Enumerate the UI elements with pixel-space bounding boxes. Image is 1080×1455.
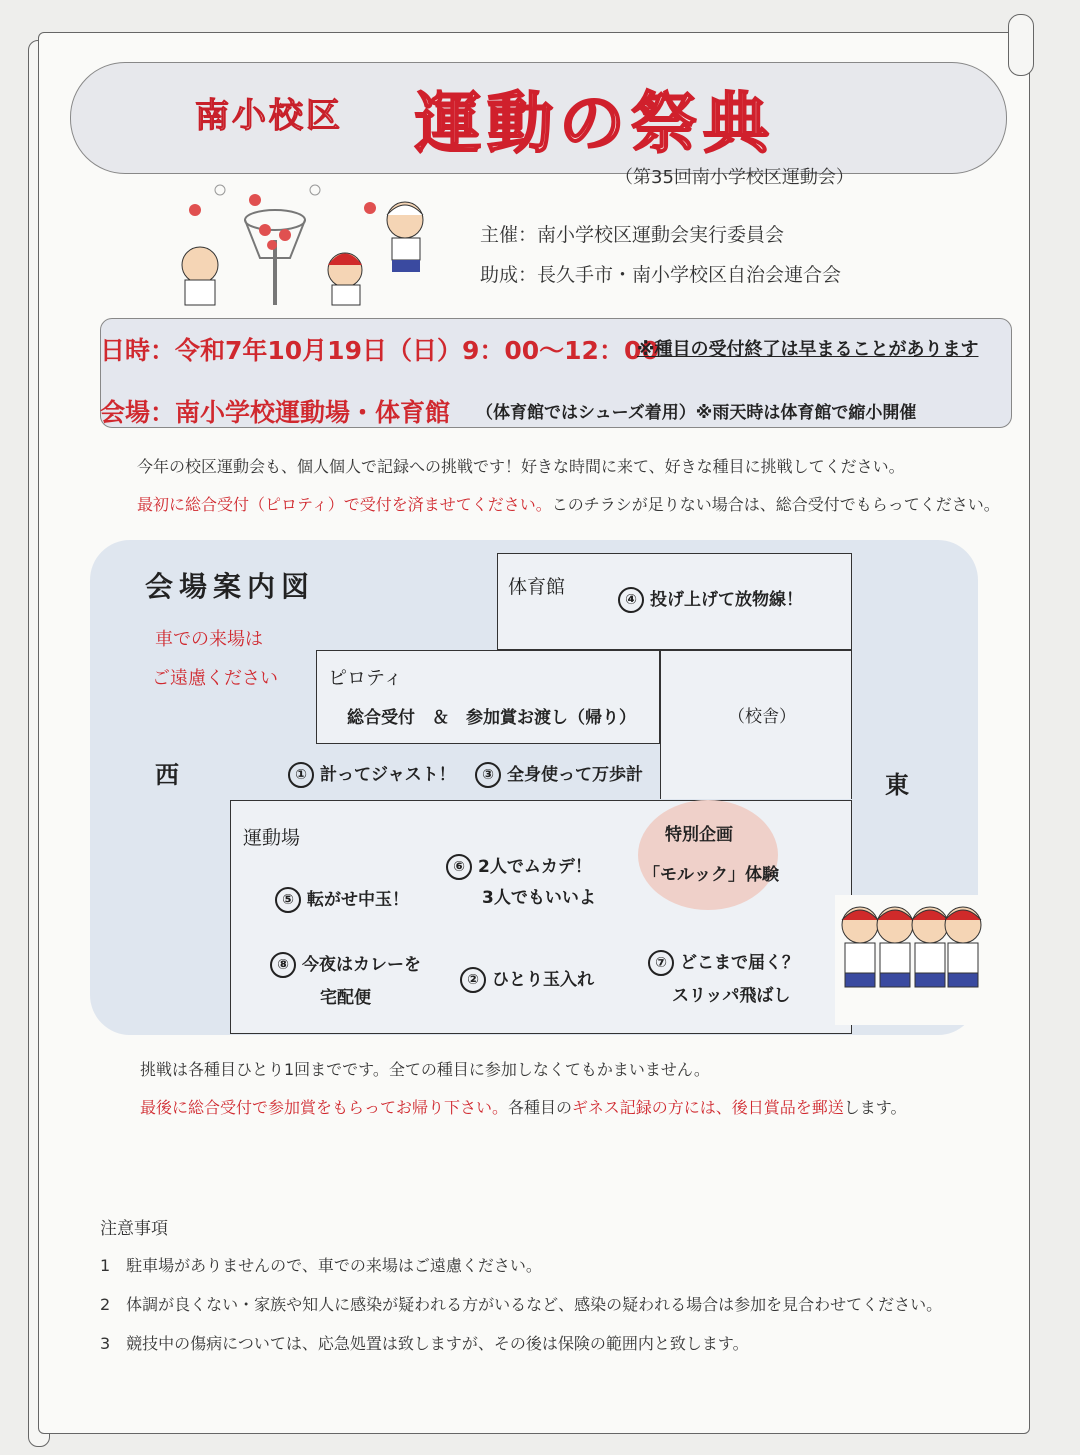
venue-text: 会場：南小学校運動場・体育館: [100, 398, 451, 427]
no-car-line-1: 車での来場は: [155, 629, 263, 650]
field-label: 運動場: [243, 827, 301, 849]
map-title: 会場案内図: [145, 570, 316, 603]
event-2-name: ひとり玉入れ: [492, 970, 594, 990]
challenge-rule: 挑戦は各種目ひとり1回までです。全ての種目に参加しなくてもかまいません。: [140, 1060, 710, 1079]
datetime-note: ※種目の受付終了は早まることがあります: [637, 339, 979, 360]
event-5: [275, 885, 409, 913]
event-3: [475, 760, 643, 788]
event-5-name: 転がせ中玉！: [307, 890, 409, 910]
ending-notice: [140, 1095, 906, 1118]
district-label: 南小校区: [195, 96, 343, 136]
event-8: [270, 950, 421, 978]
ending-red-2: ギネス記録の方には、後日賞品を郵送: [572, 1098, 844, 1117]
event-7-number: ⑦: [648, 950, 674, 976]
note-item: 3 競技中の傷病については、応急処置は致しますが、その後は保険の範囲内と致します。: [100, 1334, 749, 1353]
ending-end: します。: [843, 1098, 907, 1117]
event-3-number: ③: [475, 762, 501, 788]
scroll-roll-right: [1008, 14, 1034, 76]
west-label: 西: [155, 761, 179, 789]
special-description: 「モルック」体験: [643, 865, 779, 885]
event-1-number: ①: [288, 762, 314, 788]
event-5-number: ⑤: [275, 887, 301, 913]
ending-red-1: 最後に総合受付で参加賞をもらってお帰り下さい。: [140, 1098, 509, 1117]
school-label: （校舎）: [728, 707, 796, 727]
note-item: 1 駐車場がありませんので、車での来場はご遠慮ください。: [100, 1256, 542, 1275]
kids-centipede-illustration: [835, 895, 985, 1025]
kids-ball-toss-illustration: [160, 180, 450, 310]
intro-line-2-red: 最初に総合受付（ピロティ）で受付を済ませてください。: [137, 495, 552, 514]
datetime-text: 日時：令和7年10月19日（日）9：00～12：00: [100, 336, 659, 365]
event-2-number: ②: [460, 967, 486, 993]
special-title: 特別企画: [665, 825, 733, 845]
intro-line-2: [137, 492, 1000, 515]
event-6: [446, 852, 592, 880]
notes-title: 注意事項: [100, 1219, 168, 1239]
event-4-number: ④: [618, 587, 644, 613]
event-1-name: 計ってジャスト！: [320, 765, 456, 785]
event-8-number: ⑧: [270, 952, 296, 978]
event-title: 運動の祭典: [415, 85, 775, 162]
event-4-name: 投げ上げて放物線！: [650, 590, 803, 610]
note-item: 2 体調が良くない・家族や知人に感染が疑われる方がいるなど、感染の疑われる場合は参加を見合わせてください。: [100, 1295, 943, 1314]
sponsor-text: 助成：長久手市・南小学校区自治会連合会: [480, 264, 842, 286]
event-2: [460, 965, 594, 993]
event-4: [618, 585, 803, 613]
special-event-circle: [638, 800, 778, 910]
piloti-label: ピロティ: [328, 667, 403, 689]
event-8-name: 今夜はカレーを: [302, 955, 421, 975]
event-7-line-2: スリッパ飛ばし: [672, 986, 791, 1006]
event-7-name: どこまで届く？: [680, 953, 799, 973]
piloti-description: 総合受付 ＆ 参加賞お渡し（帰り）: [347, 708, 636, 728]
no-car-line-2: ご遠慮ください: [152, 668, 278, 689]
event-6-number: ⑥: [446, 854, 472, 880]
event-6-line-2: 3人でもいいよ: [482, 888, 596, 908]
event-1: [288, 760, 456, 788]
edition-label: （第35回南小学校区運動会）: [615, 167, 854, 188]
organizer-text: 主催：南小学校区運動会実行委員会: [480, 224, 785, 246]
intro-line-2-rest: このチラシが足りない場合は、総合受付でもらってください。: [551, 495, 1000, 514]
event-7: [648, 948, 799, 976]
intro-line-1: 今年の校区運動会も、個人個人で記録への挑戦です！好きな時間に来て、好きな種目に挑戦してください。: [137, 457, 905, 476]
ending-mid: 各種目の: [508, 1098, 573, 1117]
event-6-name: 2人でムカデ！: [478, 857, 592, 877]
east-label: 東: [885, 771, 909, 799]
venue-note: （体育館ではシューズ着用）※雨天時は体育館で縮小開催: [476, 403, 917, 423]
gym-label: 体育館: [508, 576, 566, 598]
event-3-name: 全身使って万歩計: [507, 765, 643, 785]
event-8-line-2: 宅配便: [320, 988, 371, 1008]
